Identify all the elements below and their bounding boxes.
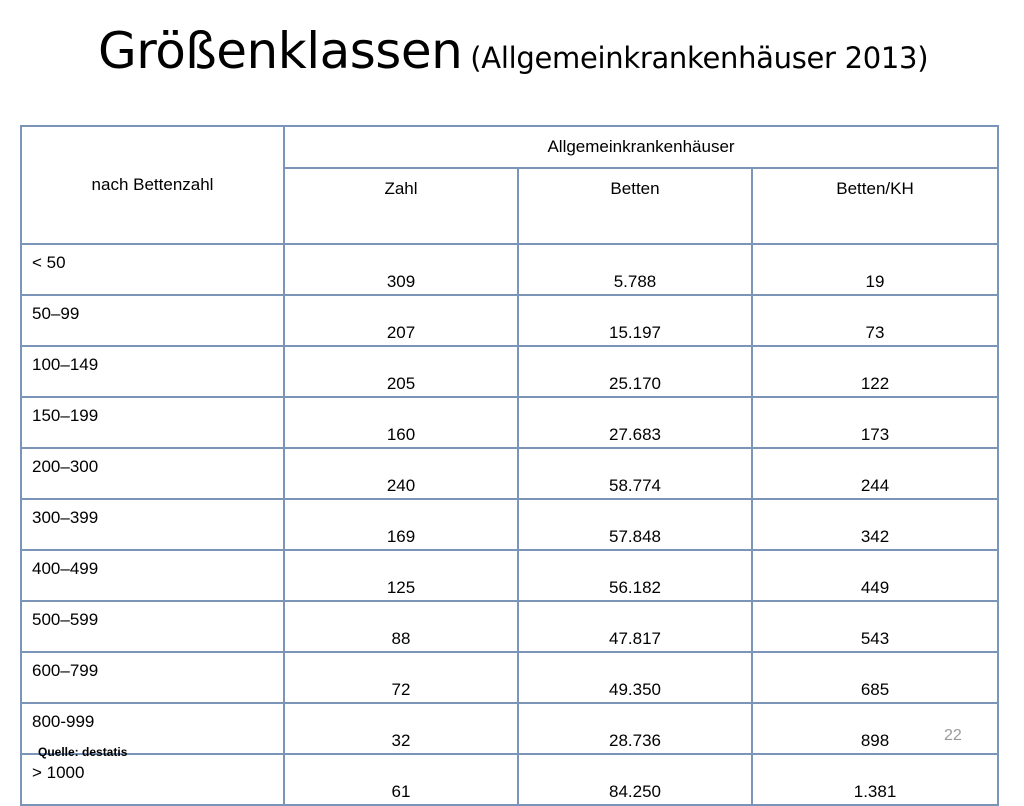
slide-title bbox=[98, 22, 929, 80]
hospital-size-table bbox=[20, 125, 999, 806]
betten-cell: 56.182 bbox=[518, 550, 752, 601]
table-row bbox=[21, 703, 998, 754]
zahl-cell: 160 bbox=[284, 397, 518, 448]
zahl-cell: 240 bbox=[284, 448, 518, 499]
column-header-betten-kh: Betten/KH bbox=[752, 168, 998, 244]
betten-cell: 49.350 bbox=[518, 652, 752, 703]
betten-cell: 27.683 bbox=[518, 397, 752, 448]
table-row bbox=[21, 346, 998, 397]
category-cell: 200–300 bbox=[21, 448, 284, 499]
table-row bbox=[21, 652, 998, 703]
table-row bbox=[21, 397, 998, 448]
betten-cell: 28.736 bbox=[518, 703, 752, 754]
zahl-cell: 125 bbox=[284, 550, 518, 601]
betten-kh-cell: 898 bbox=[752, 703, 998, 754]
betten-kh-cell: 19 bbox=[752, 244, 998, 295]
table-row bbox=[21, 601, 998, 652]
table-row bbox=[21, 244, 998, 295]
category-cell: 400–499 bbox=[21, 550, 284, 601]
betten-kh-cell: 543 bbox=[752, 601, 998, 652]
table-row bbox=[21, 448, 998, 499]
betten-kh-cell: 342 bbox=[752, 499, 998, 550]
zahl-cell: 207 bbox=[284, 295, 518, 346]
zahl-cell: 88 bbox=[284, 601, 518, 652]
category-cell: 100–149 bbox=[21, 346, 284, 397]
table-row bbox=[21, 550, 998, 601]
betten-cell: 25.170 bbox=[518, 346, 752, 397]
column-header-zahl: Zahl bbox=[284, 168, 518, 244]
page-number: 22 bbox=[944, 727, 962, 744]
betten-cell: 84.250 bbox=[518, 754, 752, 805]
betten-cell: 57.848 bbox=[518, 499, 752, 550]
category-cell: 500–599 bbox=[21, 601, 284, 652]
table-row bbox=[21, 499, 998, 550]
betten-cell: 15.197 bbox=[518, 295, 752, 346]
table-row bbox=[21, 295, 998, 346]
betten-kh-cell: 173 bbox=[752, 397, 998, 448]
category-cell: 600–799 bbox=[21, 652, 284, 703]
category-cell: 150–199 bbox=[21, 397, 284, 448]
betten-cell: 58.774 bbox=[518, 448, 752, 499]
category-cell: 800-999 bbox=[21, 703, 284, 754]
category-cell: > 1000 bbox=[21, 754, 284, 805]
zahl-cell: 61 bbox=[284, 754, 518, 805]
table-row bbox=[21, 754, 998, 805]
zahl-cell: 205 bbox=[284, 346, 518, 397]
row-header-cell: nach Bettenzahl bbox=[21, 126, 284, 244]
betten-kh-cell: 122 bbox=[752, 346, 998, 397]
betten-kh-cell: 73 bbox=[752, 295, 998, 346]
title-subtitle: (Allgemeinkrankenhäuser 2013) bbox=[470, 41, 929, 75]
zahl-cell: 309 bbox=[284, 244, 518, 295]
group-header-cell: Allgemeinkrankenhäuser bbox=[284, 126, 998, 168]
title-main: Größenklassen bbox=[98, 22, 463, 80]
betten-cell: 5.788 bbox=[518, 244, 752, 295]
betten-kh-cell: 449 bbox=[752, 550, 998, 601]
category-cell: 300–399 bbox=[21, 499, 284, 550]
column-header-betten: Betten bbox=[518, 168, 752, 244]
source-note: Quelle: destatis bbox=[38, 745, 128, 759]
category-cell: 50–99 bbox=[21, 295, 284, 346]
betten-kh-cell: 1.381 bbox=[752, 754, 998, 805]
zahl-cell: 32 bbox=[284, 703, 518, 754]
zahl-cell: 169 bbox=[284, 499, 518, 550]
betten-cell: 47.817 bbox=[518, 601, 752, 652]
category-cell: < 50 bbox=[21, 244, 284, 295]
betten-kh-cell: 244 bbox=[752, 448, 998, 499]
betten-kh-cell: 685 bbox=[752, 652, 998, 703]
table-header-row-group bbox=[21, 126, 998, 168]
zahl-cell: 72 bbox=[284, 652, 518, 703]
